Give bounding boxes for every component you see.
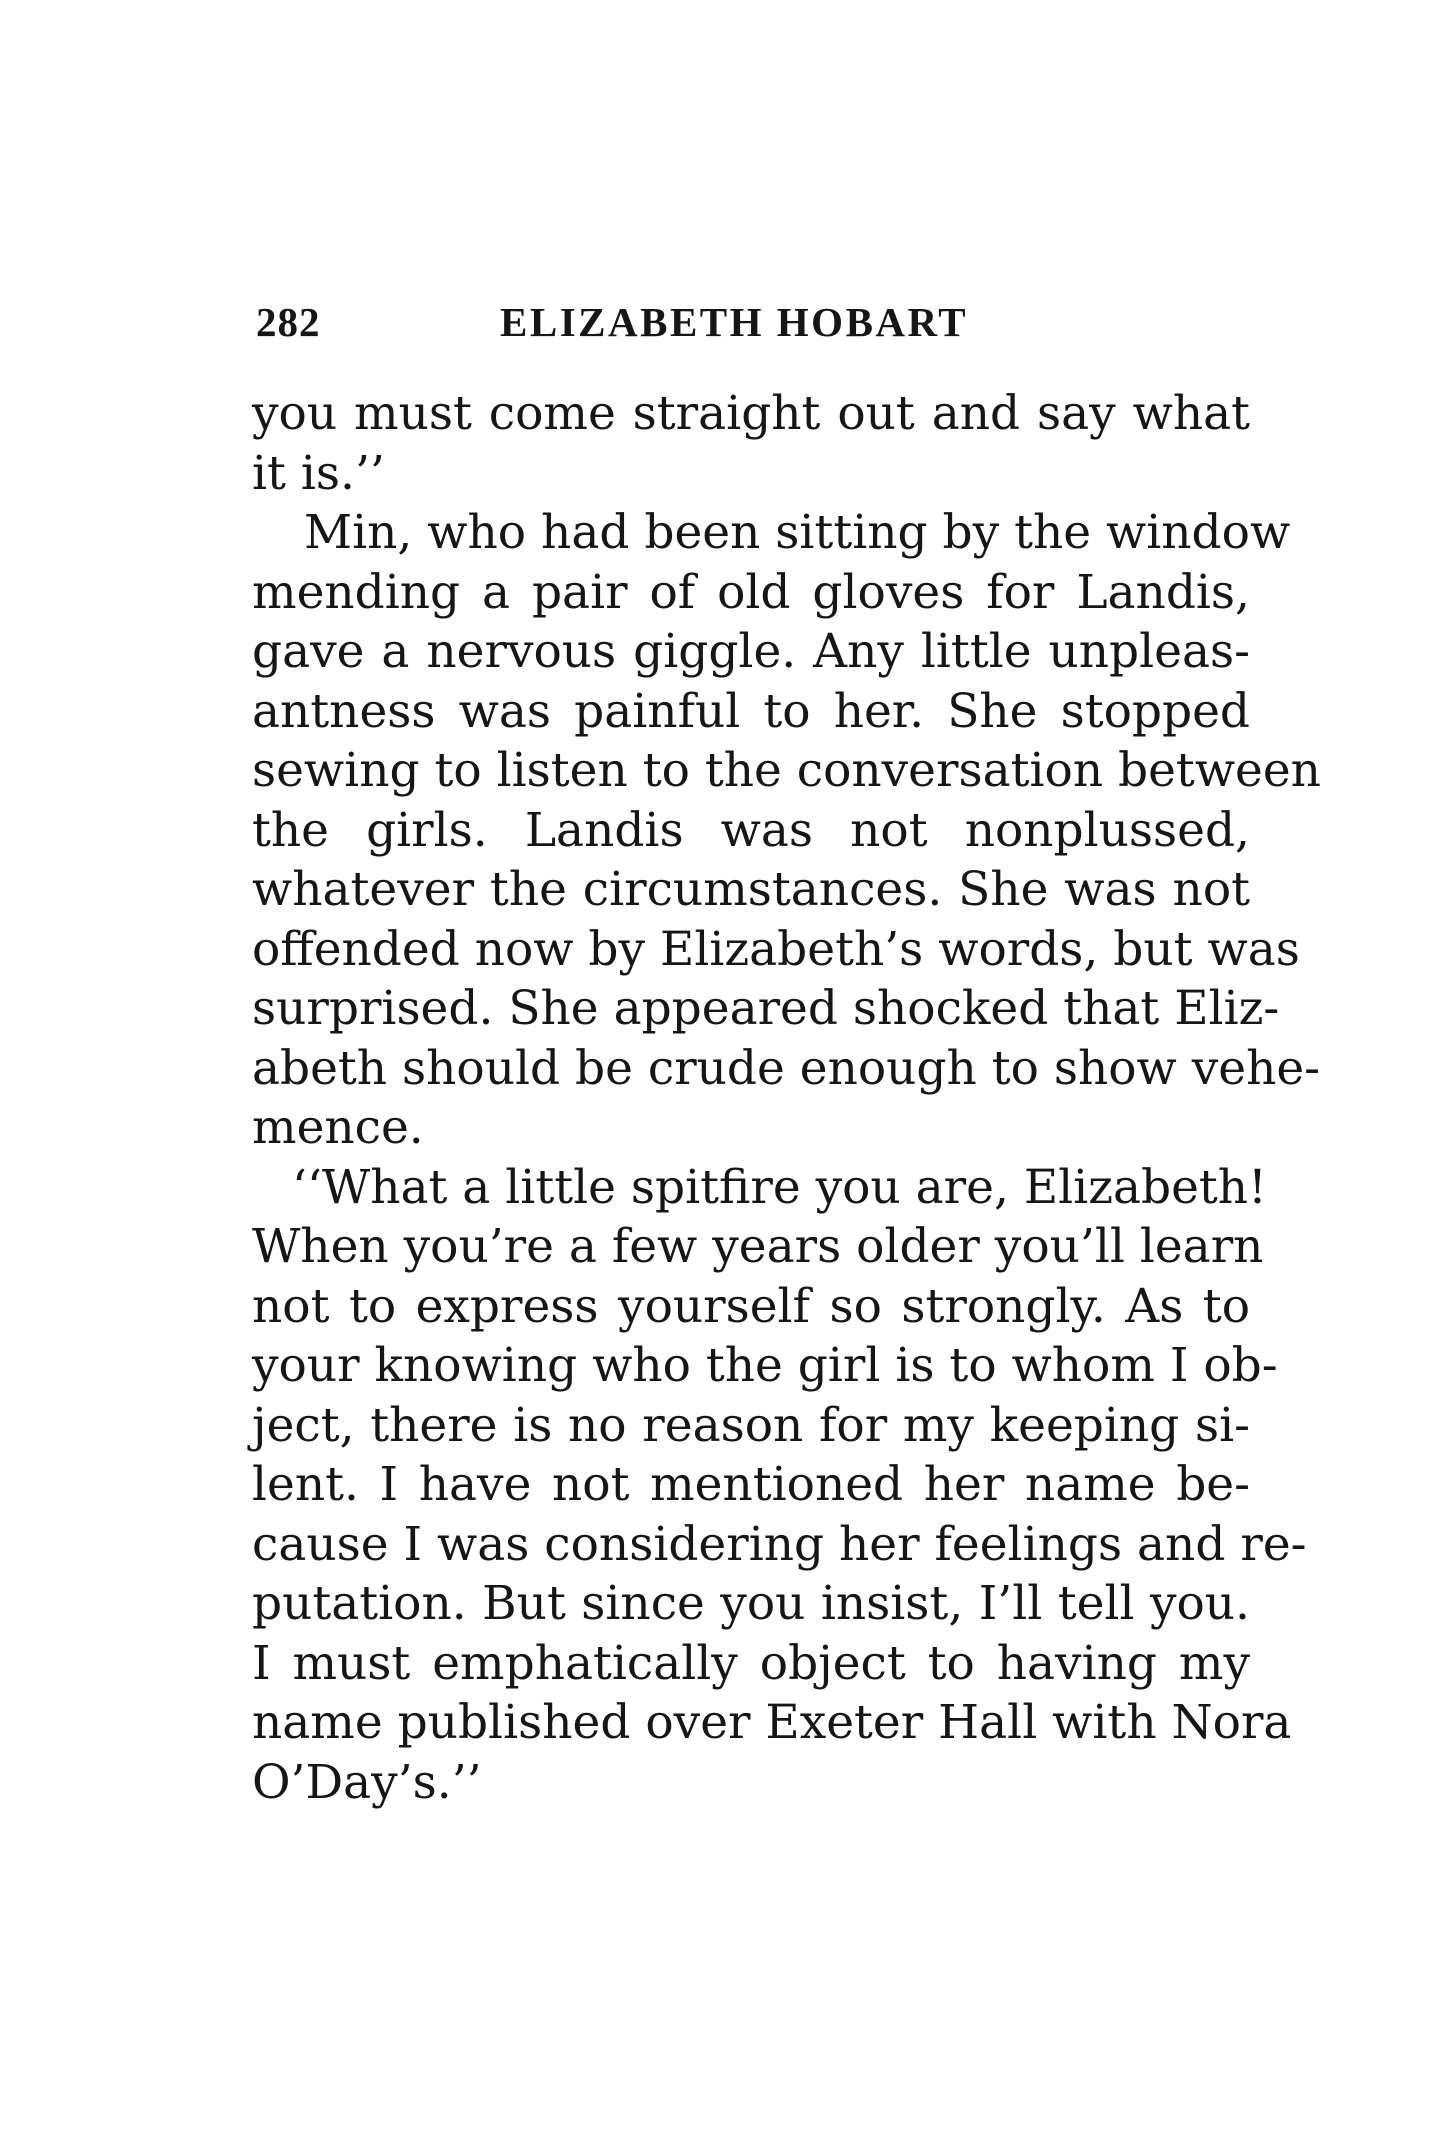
text-line: ‘‘What a little spitfire you are, Elizabeth! <box>292 1159 1267 1215</box>
text-line: I must emphatically object to having my <box>252 1635 1250 1691</box>
text-line: surprised. She appeared shocked that Eliz- <box>252 981 1280 1036</box>
text-line: putation. But since you insist, I’ll tell you. <box>252 1576 1250 1631</box>
text-line: the girls. Landis was not nonplussed, <box>252 802 1250 858</box>
text-line: whatever the circumstances. She was not <box>252 862 1250 917</box>
text-line: O’Day’s.’’ <box>252 1754 482 1810</box>
body-text <box>252 384 1321 1812</box>
text-line: your knowing who the girl is to whom I ob- <box>252 1338 1278 1393</box>
text-line: name published over Exeter Hall with Nora <box>252 1695 1292 1750</box>
text-line: antness was painful to her. She stopped <box>252 683 1250 739</box>
text-line: it is.’’ <box>252 445 385 501</box>
page-number: 282 <box>256 299 321 345</box>
running-title: ELIZABETH HOBART <box>500 299 969 345</box>
text-line: Min, who had been sitting by the window <box>304 505 1291 560</box>
text-line: abeth should be crude enough to show vehe- <box>252 1040 1321 1096</box>
text-line: not to express yourself so strongly. As to <box>252 1278 1250 1334</box>
text-line: you must come straight out and say what <box>252 386 1250 441</box>
text-line: gave a nervous giggle. Any little unpleas- <box>252 624 1250 679</box>
text-line: cause I was considering her feelings and re- <box>252 1516 1307 1572</box>
text-line: sewing to listen to the conversation between <box>252 743 1321 798</box>
text-line: lent. I have not mentioned her name be- <box>252 1457 1250 1512</box>
text-line: ject, there is no reason for my keeping si- <box>252 1397 1250 1453</box>
text-line: When you’re a few years older you’ll learn <box>252 1219 1264 1274</box>
text-line: mending a pair of old gloves for Landis, <box>252 564 1250 620</box>
text-line: offended now by Elizabeth’s words, but was <box>252 921 1300 977</box>
running-head <box>256 298 1256 358</box>
text-line: mence. <box>252 1100 424 1155</box>
